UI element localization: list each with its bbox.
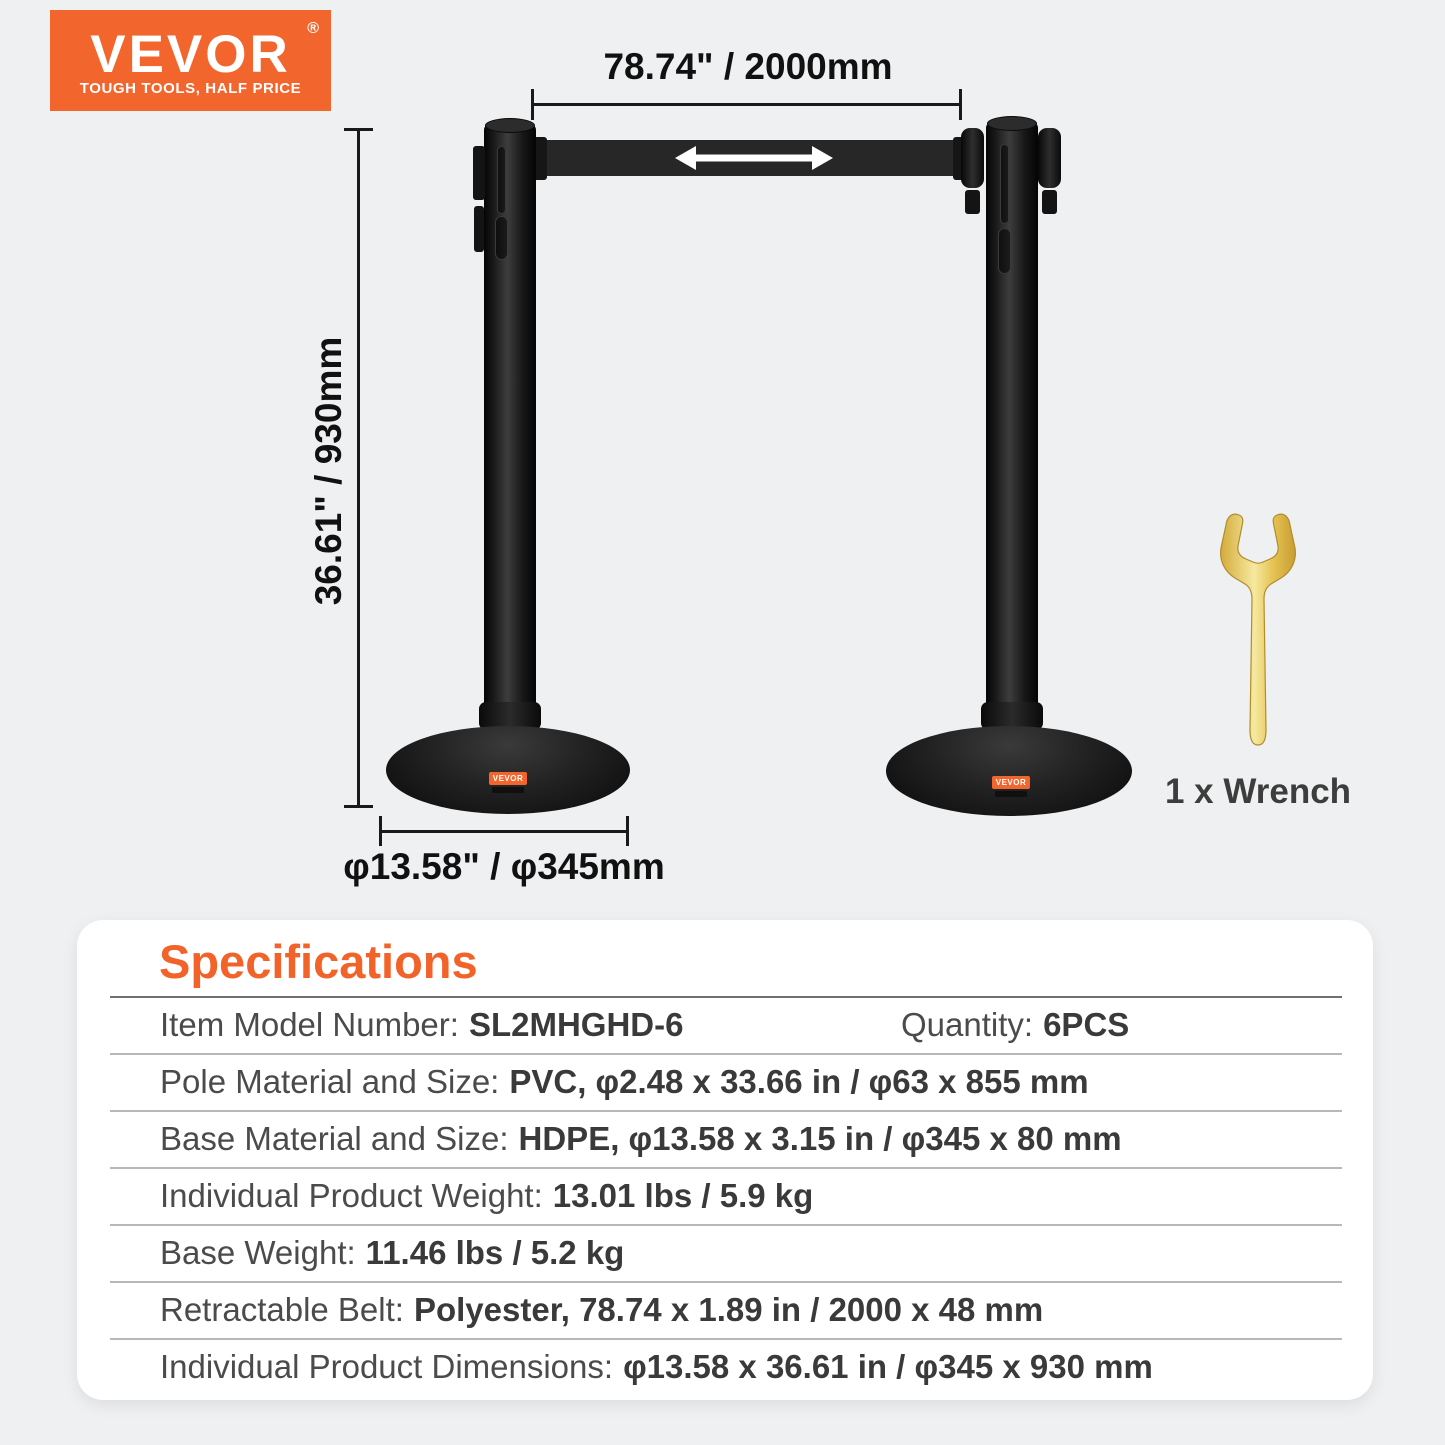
wrench-icon — [1218, 510, 1298, 748]
spec-label: Item Model Number: — [160, 1005, 459, 1043]
base-diameter-dimension-line — [381, 830, 628, 833]
right-post-left-knob — [961, 128, 984, 188]
right-post-right-knob — [1038, 128, 1061, 188]
right-base-sticker: VEVOR — [992, 776, 1030, 789]
dimension-tick — [379, 816, 382, 846]
right-post-base — [886, 726, 1132, 816]
spec-row-belt — [160, 1281, 1360, 1338]
left-base-sticker-sub — [492, 787, 524, 793]
spec-value: HDPE, φ13.58 x 3.15 in / φ345 x 80 mm — [518, 1119, 1122, 1157]
registered-mark: ® — [307, 20, 319, 37]
specifications-card — [77, 920, 1373, 1400]
height-dimension-label: 36.61" / 930mm — [308, 336, 349, 606]
base-diameter-dimension-label: φ13.58" / φ345mm — [343, 846, 665, 887]
spec-label: Base Material and Size: — [160, 1119, 509, 1157]
brand-tagline: TOUGH TOOLS, HALF PRICE — [79, 80, 302, 97]
spec-label: Individual Product Weight: — [160, 1176, 543, 1214]
spec-label: Base Weight: — [160, 1233, 356, 1271]
right-post-lock-slot — [998, 228, 1011, 274]
spec-row-base-weight — [160, 1224, 1360, 1281]
spec-label: Pole Material and Size: — [160, 1062, 500, 1100]
right-post-side-tab — [965, 190, 980, 214]
left-post-base — [386, 726, 630, 814]
dimension-tick — [626, 816, 629, 846]
left-post-side-tab — [474, 206, 484, 252]
left-post-cap — [485, 118, 535, 133]
spec-row-product-weight — [160, 1167, 1360, 1224]
dimension-tick — [344, 128, 373, 131]
dimension-tick — [344, 805, 373, 808]
spec-row-pole — [160, 1053, 1360, 1110]
left-post-belt-slot — [497, 146, 506, 214]
belt-length-dimension-label: 78.74" / 2000mm — [603, 46, 893, 87]
spec-value: 11.46 lbs / 5.2 kg — [365, 1233, 625, 1271]
spec-value: 6PCS — [1043, 1005, 1130, 1043]
right-post-cap — [987, 116, 1037, 131]
left-base-sticker: VEVOR — [489, 772, 527, 785]
double-arrow-icon — [675, 146, 833, 170]
spec-value: φ13.58 x 36.61 in / φ345 x 930 mm — [623, 1348, 1153, 1385]
left-post-side-tab — [473, 146, 485, 200]
spec-label: Retractable Belt: — [160, 1290, 404, 1328]
right-base-sticker-sub — [995, 791, 1027, 797]
left-post-lock-slot — [495, 216, 508, 260]
belt-length-dimension-line — [533, 103, 961, 106]
spec-row-base-material — [160, 1110, 1360, 1167]
brand-name: VEVOR — [90, 25, 291, 84]
vevor-logo — [50, 10, 331, 111]
specifications-title: Specifications — [159, 935, 478, 988]
height-dimension-line — [357, 129, 360, 808]
dimension-tick — [531, 89, 534, 120]
right-post-belt-slot — [1000, 144, 1009, 224]
spec-value: 13.01 lbs / 5.9 kg — [552, 1176, 814, 1214]
wrench-count-label: 1 x Wrench — [1164, 772, 1352, 811]
spec-row-model — [160, 996, 1360, 1053]
spec-row-dimensions — [160, 1338, 1360, 1396]
spec-label: Individual Product Dimensions: — [160, 1348, 614, 1385]
left-post-pole — [484, 124, 536, 724]
dimension-tick — [959, 89, 962, 120]
spec-label: Quantity: — [901, 1005, 1034, 1043]
spec-value: Polyester, 78.74 x 1.89 in / 2000 x 48 mm — [413, 1290, 1044, 1328]
spec-value: PVC, φ2.48 x 33.66 in / φ63 x 855 mm — [509, 1062, 1089, 1100]
right-post-side-tab — [1042, 190, 1057, 214]
spec-value: SL2MHGHD-6 — [468, 1005, 684, 1043]
right-post-pole — [986, 122, 1038, 724]
